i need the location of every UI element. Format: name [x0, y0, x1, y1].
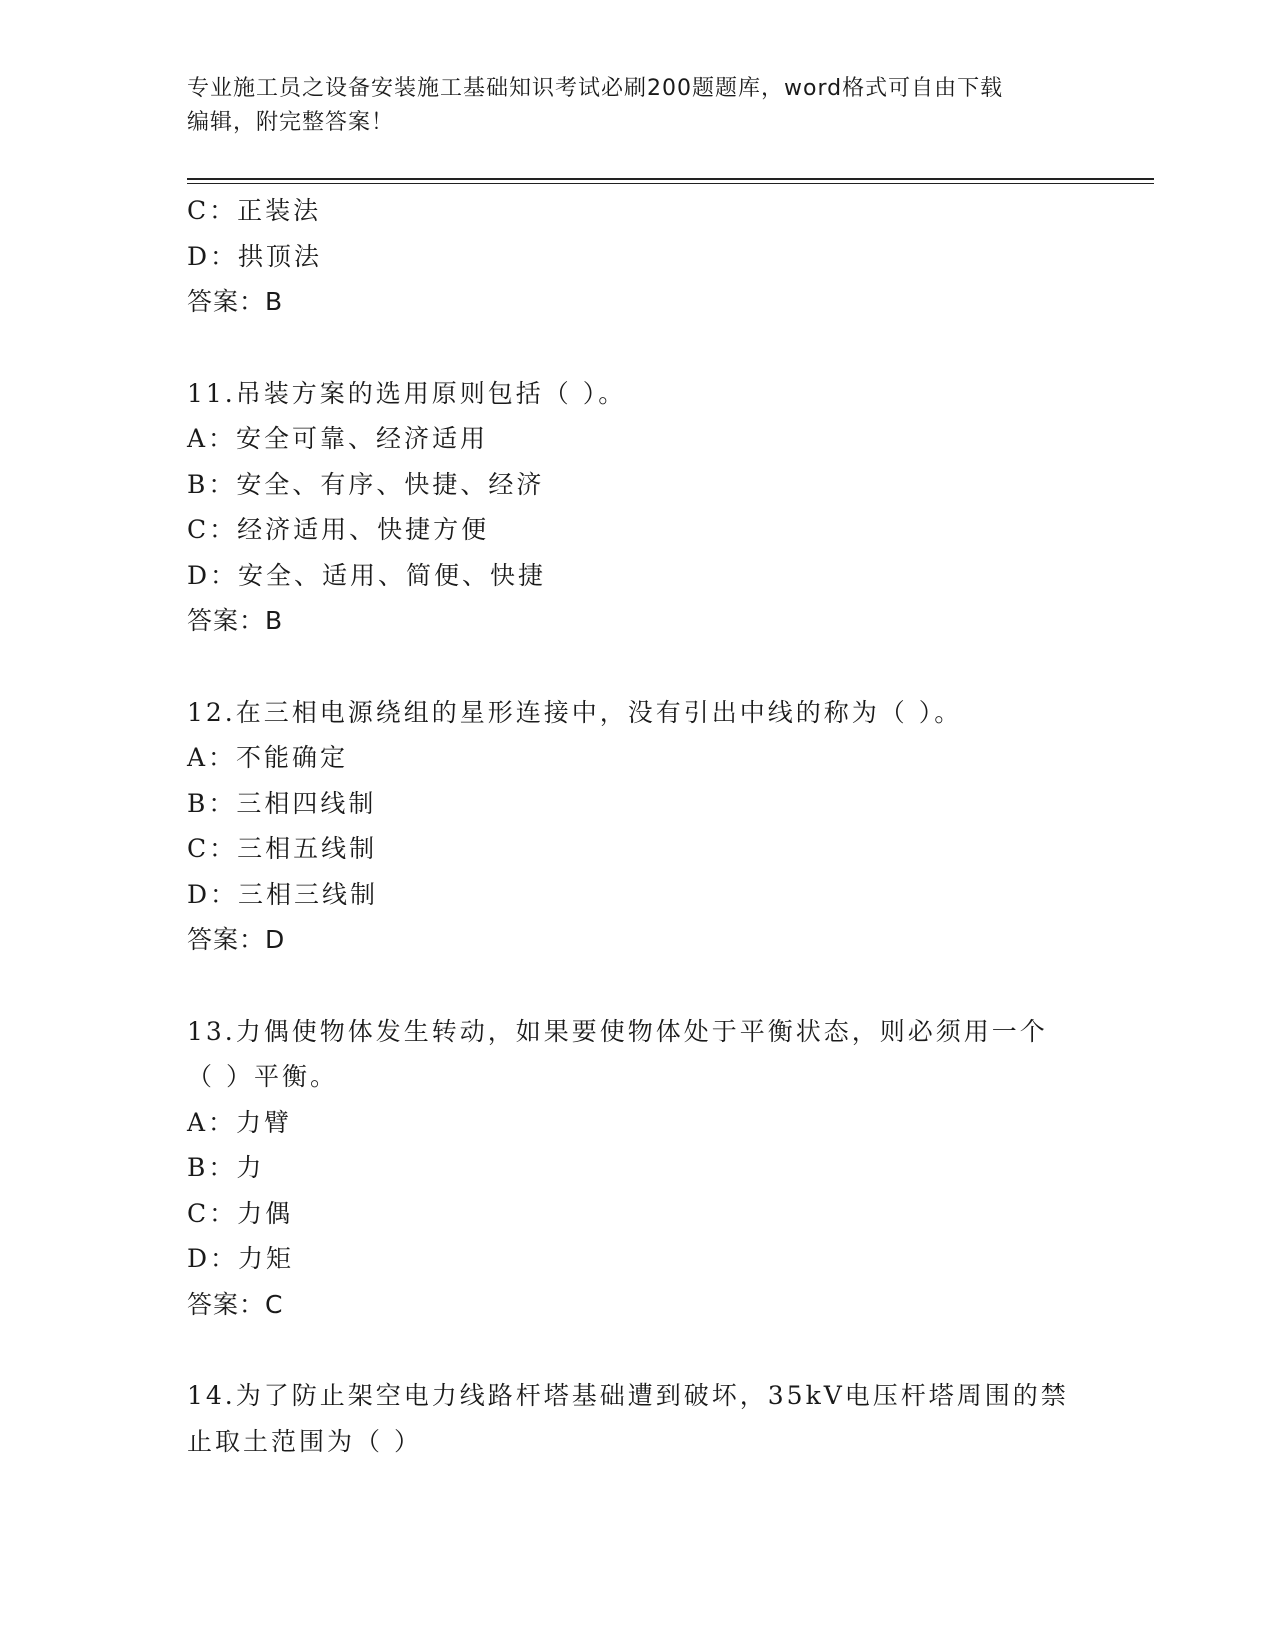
document-header: [187, 72, 1087, 140]
question-stem: 14.为了防止架空电力线路杆塔基础遭到破坏，35kV电压杆塔周围的禁: [187, 1381, 1069, 1410]
option-c: C：正装法: [187, 196, 322, 225]
question-block-10: [187, 188, 1087, 325]
option-b: B：力: [187, 1153, 265, 1182]
spacer: [187, 325, 1087, 371]
option-c: C：经济适用、快捷方便: [187, 515, 490, 544]
question-block-11: [187, 371, 1087, 644]
header-title-line-2: 编辑，附完整答案！: [187, 110, 395, 135]
answer-line: 答案：D: [187, 925, 286, 954]
question-block-14: [187, 1373, 1087, 1464]
question-stem: 13.力偶使物体发生转动，如果要使物体处于平衡状态，则必须用一个: [187, 1016, 1048, 1046]
option-d: D：安全、适用、简便、快捷: [187, 560, 547, 590]
answer-line: 答案：C: [187, 1289, 284, 1319]
option-d: D：三相三线制: [187, 879, 379, 909]
question-stem: 12.在三相电源绕组的星形连接中，没有引出中线的称为（ ）。: [187, 697, 963, 727]
spacer: [187, 644, 1087, 690]
option-a: A：力臂: [187, 1107, 293, 1137]
question-block-13: [187, 1009, 1087, 1328]
question-block-12: [187, 690, 1087, 963]
header-divider-thin: [187, 183, 1154, 184]
question-stem-continued: 止取土范围为（ ）: [187, 1426, 422, 1456]
header-title-line-1: 专业施工员之设备安装施工基础知识考试必刷200题题库，word格式可自由下载: [187, 76, 1004, 101]
option-c: C：三相五线制: [187, 834, 378, 863]
option-d: D：拱顶法: [187, 241, 323, 271]
spacer: [187, 963, 1087, 1009]
question-stem: 11.吊装方案的选用原则包括（ ）。: [187, 378, 627, 408]
option-b: B：安全、有序、快捷、经济: [187, 469, 545, 499]
header-divider: [187, 178, 1154, 180]
spacer: [187, 1327, 1087, 1373]
answer-line: 答案：B: [187, 606, 284, 635]
question-stem-continued: （ ）平衡。: [187, 1062, 338, 1091]
question-list: [187, 188, 1087, 1464]
option-a: A：不能确定: [187, 743, 349, 772]
answer-line: 答案：B: [187, 287, 284, 316]
option-d: D：力矩: [187, 1244, 295, 1273]
option-b: B：三相四线制: [187, 788, 377, 818]
option-c: C：力偶: [187, 1198, 294, 1228]
option-a: A：安全可靠、经济适用: [187, 424, 489, 453]
